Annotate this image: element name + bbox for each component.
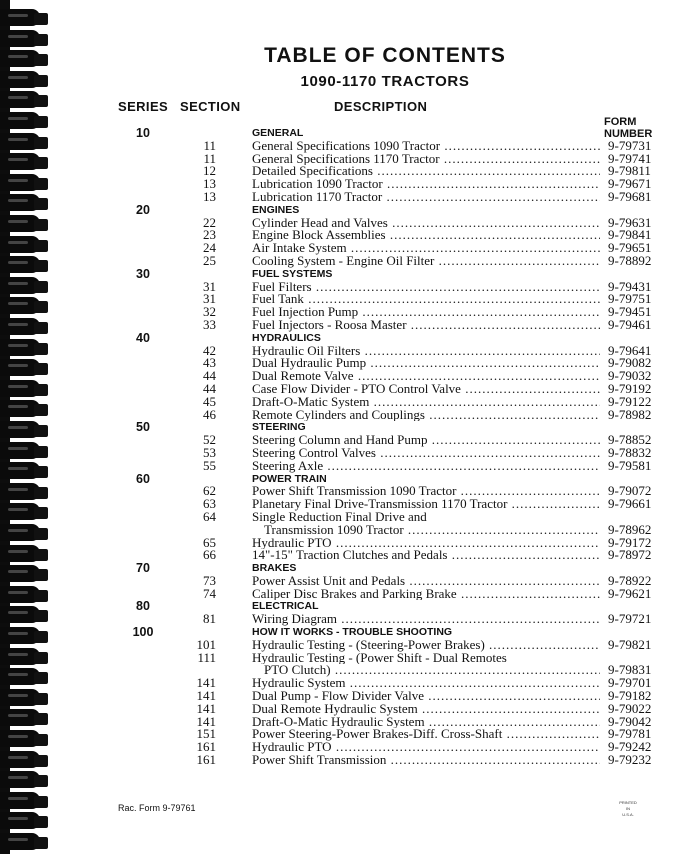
series-number: 60: [136, 471, 150, 486]
form-number: 9-79721: [608, 611, 652, 627]
entry-description: Hydraulic PTO .....: [252, 537, 600, 550]
entry-description: Fuel Injection Pump .....: [252, 306, 600, 319]
entry-description: Power Steering-Power Brakes-Diff. Cross-Shaft .....: [252, 728, 600, 741]
entry-description: Fuel Tank .....: [252, 293, 600, 306]
table-row: [0, 444, 700, 460]
form-number: 9-79451: [608, 304, 652, 320]
table-row: [0, 498, 700, 511]
leader-dots: [440, 153, 600, 166]
form-number: 9-78962: [608, 521, 652, 537]
table-row: [0, 316, 700, 332]
leader-dots: [388, 217, 600, 230]
category-heading: HYDRAULICS: [252, 331, 321, 344]
series-number: 80: [136, 599, 150, 614]
leader-dots: [346, 677, 600, 690]
leader-dots: [461, 383, 600, 396]
table-row: [0, 178, 700, 191]
leader-dots: [358, 306, 600, 319]
section-number: 25: [203, 252, 216, 268]
series-number: 10: [136, 126, 150, 140]
leader-dots: [347, 242, 600, 255]
entry-description: Steering Axle .....: [252, 460, 600, 473]
section-number: 24: [203, 240, 216, 256]
entry-description: General Specifications 1170 Tractor .....: [252, 153, 600, 166]
form-number: 9-79461: [608, 316, 652, 332]
section-number: 31: [203, 291, 216, 307]
entry-description: Dual Remote Valve .....: [252, 370, 600, 383]
form-number: 9-79172: [608, 534, 652, 550]
category-row: [0, 127, 700, 140]
section-number: 46: [203, 406, 216, 422]
leader-dots: [376, 447, 600, 460]
form-number: 9-78922: [608, 572, 652, 588]
category-row: [0, 268, 700, 281]
section-number: 161: [196, 752, 216, 768]
table-row: [0, 434, 700, 447]
leader-dots: [354, 370, 600, 383]
entry-description: Hydraulic System .....: [252, 677, 600, 690]
table-row: [0, 457, 700, 473]
leader-dots: [360, 345, 600, 358]
form-number: 9-79022: [608, 700, 652, 716]
entry-description: Dual Pump - Flow Divider Valve .....: [252, 690, 600, 703]
category-row: [0, 204, 700, 217]
page-title: TABLE OF CONTENTS: [264, 44, 506, 67]
section-number: 52: [203, 432, 216, 448]
entry-description: Case Flow Divider - PTO Control Valve .....: [252, 383, 600, 396]
section-number: 12: [203, 163, 216, 179]
leader-dots: [428, 434, 601, 447]
entry-description: Dual Hydraulic Pump .....: [252, 357, 600, 370]
entry-description: Remote Cylinders and Couplings .....: [252, 409, 600, 422]
section-number: 53: [203, 444, 216, 460]
table-row: [0, 229, 700, 242]
form-number: 9-79082: [608, 355, 652, 371]
leader-dots: [502, 728, 600, 741]
section-number: 111: [197, 649, 216, 665]
entry-description: Fuel Filters .....: [252, 281, 600, 294]
form-number: 9-79032: [608, 368, 652, 384]
form-number: 9-78892: [608, 252, 652, 268]
table-row: [0, 521, 700, 537]
section-number: 66: [203, 547, 216, 563]
table-row: [0, 293, 700, 306]
form-number: 9-79671: [608, 176, 652, 192]
page-subtitle: 1090-1170 TRACTORS: [300, 73, 470, 90]
leader-dots: [424, 690, 600, 703]
form-number: 9-78972: [608, 547, 652, 563]
printed-seal: PRINTED IN U.S.A.: [619, 800, 637, 817]
leader-dots: [373, 165, 600, 178]
leader-dots: [440, 140, 600, 153]
section-number: 13: [203, 176, 216, 192]
form-number: 9-79182: [608, 688, 652, 704]
table-row: [0, 649, 700, 665]
leader-dots: [448, 549, 601, 562]
leader-dots: [425, 409, 600, 422]
table-row: [0, 150, 700, 166]
section-number: 13: [203, 188, 216, 204]
entry-description: Planetary Final Drive-Transmission 1170 Tractor .....: [252, 498, 600, 511]
form-number: 9-79741: [608, 150, 652, 166]
table-row: [0, 636, 700, 652]
entry-description: General Specifications 1090 Tractor .....: [252, 140, 600, 153]
entry-description: Power Shift Transmission 1090 Tractor .....: [252, 485, 600, 498]
footer-form-number: Rac. Form 9-79761: [118, 803, 196, 813]
category-heading: ELECTRICAL: [252, 600, 319, 613]
category-row: [0, 473, 700, 486]
category-heading: BRAKES: [252, 562, 297, 575]
leader-dots: [456, 485, 600, 498]
series-number: 40: [136, 330, 150, 345]
table-row: [0, 306, 700, 319]
table-row: [0, 357, 700, 370]
form-number: 9-79781: [608, 726, 652, 742]
leader-dots: [382, 191, 600, 204]
entry-description: Hydraulic Oil Filters .....: [252, 345, 600, 358]
form-number: 9-79841: [608, 227, 652, 243]
form-number: 9-79621: [608, 585, 652, 601]
leader-dots: [369, 396, 600, 409]
table-row: [0, 242, 700, 255]
table-row: [0, 534, 700, 550]
form-number: 9-79581: [608, 457, 652, 473]
category-row: [0, 626, 700, 639]
leader-dots: [331, 664, 600, 677]
entry-description: Lubrication 1090 Tractor .....: [252, 178, 600, 191]
entry-description: Detailed Specifications .....: [252, 165, 600, 178]
entry-description: Cooling System - Engine Oil Filter .....: [252, 255, 600, 268]
entry-description: Caliper Disc Brakes and Parking Brake .....: [252, 588, 600, 601]
table-row: [0, 370, 700, 383]
section-number: 31: [203, 278, 216, 294]
leader-dots: [332, 537, 600, 550]
section-number: 42: [203, 342, 216, 358]
table-row: [0, 393, 700, 409]
entry-description: Wiring Diagram .....: [252, 613, 600, 626]
leader-dots: [366, 357, 600, 370]
table-row: [0, 585, 700, 601]
entry-description: Transmission 1090 Tractor .....: [252, 524, 600, 537]
series-number: 50: [136, 420, 150, 435]
leader-dots: [407, 319, 600, 332]
form-number: 9-79042: [608, 713, 652, 729]
category-heading: ENGINES: [252, 203, 300, 216]
section-number: 62: [203, 483, 216, 499]
form-number: 9-79072: [608, 483, 652, 499]
form-header-line1: FORM: [604, 116, 637, 128]
entry-description: Dual Remote Hydraulic System .....: [252, 703, 600, 716]
leader-dots: [404, 524, 600, 537]
section-number: 55: [203, 457, 216, 473]
section-number: 81: [203, 611, 216, 627]
table-row: [0, 188, 700, 204]
section-number: 63: [203, 496, 216, 512]
leader-dots: [323, 460, 600, 473]
category-row: [0, 332, 700, 345]
leader-dots: [383, 178, 600, 191]
table-row: [0, 677, 700, 690]
category-heading: GENERAL: [252, 127, 304, 139]
table-row: [0, 165, 700, 178]
table-row: [0, 342, 700, 358]
form-number: 9-79681: [608, 188, 652, 204]
section-number: 141: [196, 700, 216, 716]
entry-description: Lubrication 1170 Tractor .....: [252, 191, 600, 204]
entry-description: Hydraulic Testing - (Power Shift - Dual Remotes: [252, 651, 507, 665]
form-number: 9-79192: [608, 380, 652, 396]
form-number: 9-79122: [608, 393, 652, 409]
description-column-header: DESCRIPTION: [334, 99, 428, 114]
table-row: [0, 137, 700, 153]
table-row: [0, 380, 700, 396]
section-number: 22: [203, 214, 216, 230]
category-row: [0, 562, 700, 575]
table-row: [0, 741, 700, 754]
leader-dots: [507, 498, 600, 511]
table-row: [0, 278, 700, 294]
section-number: 65: [203, 534, 216, 550]
form-number: 9-79661: [608, 496, 652, 512]
form-number: 9-79651: [608, 240, 652, 256]
form-number: 9-79821: [608, 636, 652, 652]
entry-description: Cylinder Head and Valves .....: [252, 217, 600, 230]
category-heading: STEERING: [252, 421, 306, 434]
leader-dots: [386, 229, 600, 242]
table-row: [0, 549, 700, 562]
table-row: [0, 572, 700, 588]
form-number: 9-79232: [608, 752, 652, 768]
table-row: [0, 485, 700, 498]
section-number: 11: [203, 150, 216, 166]
section-number: 11: [203, 137, 216, 153]
leader-dots: [304, 293, 600, 306]
entry-description: 14"-15" Traction Clutches and Pedals .....: [252, 549, 600, 562]
entry-description: Steering Control Valves .....: [252, 447, 600, 460]
form-number: 9-79751: [608, 291, 652, 307]
form-number: 9-79242: [608, 739, 652, 755]
form-number: 9-79831: [608, 662, 652, 678]
entry-description: Draft-O-Matic Hydraulic System .....: [252, 716, 600, 729]
leader-dots: [434, 255, 600, 268]
series-number: 30: [136, 266, 150, 281]
form-number: 9-78982: [608, 406, 652, 422]
entry-description: Steering Column and Hand Pump .....: [252, 434, 600, 447]
entry-description: Power Assist Unit and Pedals .....: [252, 575, 600, 588]
entry-description: Draft-O-Matic System .....: [252, 396, 600, 409]
category-heading: FUEL SYSTEMS: [252, 267, 333, 280]
table-row: [0, 214, 700, 230]
section-number: 23: [203, 227, 216, 243]
leader-dots: [457, 588, 600, 601]
category-row: [0, 600, 700, 613]
series-number: 100: [132, 625, 154, 640]
section-number: 32: [203, 304, 216, 320]
form-number: 9-78852: [608, 432, 652, 448]
section-number: 44: [203, 380, 216, 396]
series-column-header: SERIES: [118, 99, 169, 114]
section-number: 44: [203, 368, 216, 384]
form-number: 9-79811: [608, 163, 651, 179]
series-number: 20: [136, 202, 150, 217]
section-number: 74: [203, 585, 216, 601]
leader-dots: [425, 716, 600, 729]
leader-dots: [312, 281, 600, 294]
table-row: [0, 754, 700, 767]
entry-description: Engine Block Assemblies .....: [252, 229, 600, 242]
form-number: 9-78832: [608, 444, 652, 460]
leader-dots: [386, 754, 600, 767]
leader-dots: [337, 613, 600, 626]
form-number: 9-79731: [608, 137, 652, 153]
section-column-header: SECTION: [180, 99, 241, 114]
section-number: 141: [196, 675, 216, 691]
section-number: 141: [196, 688, 216, 704]
category-heading: POWER TRAIN: [252, 472, 327, 485]
table-row: [0, 508, 700, 524]
section-number: 101: [196, 636, 216, 652]
entry-description: PTO Clutch) .....: [252, 664, 600, 677]
form-number: 9-79641: [608, 342, 652, 358]
form-header-line2: NUMBER: [604, 128, 653, 140]
section-number: 33: [203, 316, 216, 332]
section-number: 64: [203, 508, 216, 524]
table-row: [0, 664, 700, 677]
section-number: 161: [196, 739, 216, 755]
section-number: 45: [203, 393, 216, 409]
entry-description: Hydraulic PTO .....: [252, 741, 600, 754]
leader-dots: [405, 575, 600, 588]
section-number: 73: [203, 572, 216, 588]
entry-description: Hydraulic Testing - (Steering-Power Brakes) .....: [252, 639, 600, 652]
table-row: [0, 252, 700, 268]
contents-table: [0, 127, 700, 767]
form-number: 9-79631: [608, 214, 652, 230]
section-number: 151: [196, 726, 216, 742]
category-row: [0, 421, 700, 434]
category-heading: HOW IT WORKS - TROUBLE SHOOTING: [252, 626, 453, 639]
leader-dots: [332, 741, 600, 754]
entry-description: Power Shift Transmission .....: [252, 754, 600, 767]
section-number: 141: [196, 713, 216, 729]
series-number: 70: [136, 561, 150, 576]
entry-description: Single Reduction Final Drive and: [252, 510, 427, 524]
table-row: [0, 700, 700, 716]
section-number: 43: [203, 355, 216, 371]
table-row: [0, 613, 700, 626]
binding-coil: [0, 830, 60, 854]
table-row: [0, 728, 700, 741]
entry-description: Air Intake System .....: [252, 242, 600, 255]
table-row: [0, 713, 700, 729]
entry-description: Fuel Injectors - Roosa Master .....: [252, 319, 600, 332]
leader-dots: [485, 639, 600, 652]
form-number: 9-79701: [608, 675, 652, 691]
table-row: [0, 406, 700, 422]
form-number: 9-79431: [608, 278, 652, 294]
table-row: [0, 690, 700, 703]
leader-dots: [418, 703, 600, 716]
